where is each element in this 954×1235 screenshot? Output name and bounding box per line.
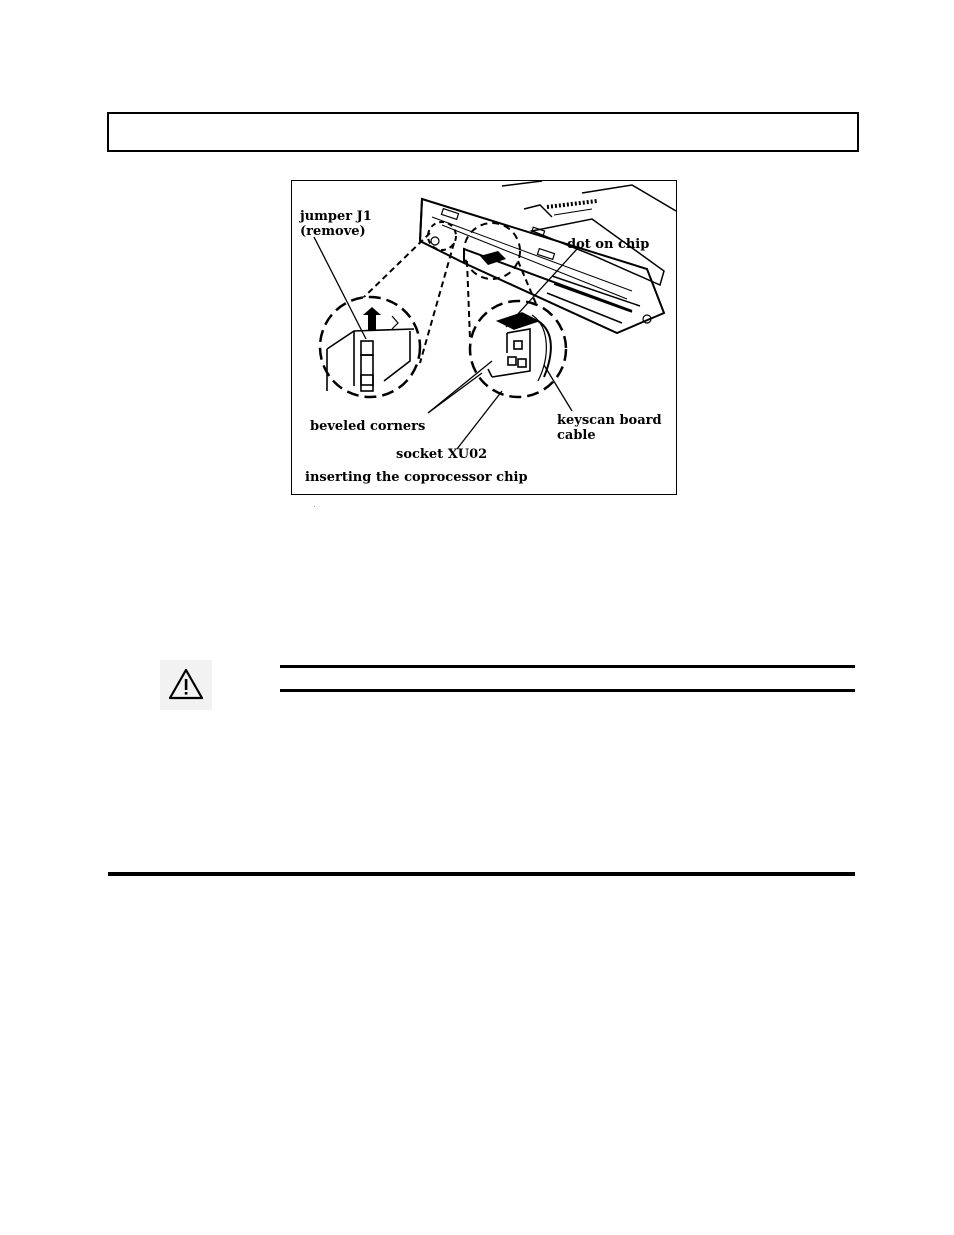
dot-on-chip-label: dot on chip <box>567 237 650 252</box>
chip-magnifier-small <box>464 223 520 279</box>
socket-label: socket XU02 <box>396 447 488 462</box>
keyscan-cable-label: keyscan board cable <box>557 413 662 443</box>
caution-rule-top <box>280 665 855 668</box>
header-box <box>107 112 859 152</box>
coprocessor-illustration <box>291 180 677 495</box>
socket-magnifier-large <box>470 301 566 397</box>
warning-triangle-icon <box>160 660 212 710</box>
caution-rule-bottom <box>280 689 855 692</box>
jumper-magnifier-small <box>428 222 456 250</box>
scan-speck <box>314 506 315 507</box>
jumper-label: jumper J1 (remove) <box>300 209 372 239</box>
section-divider <box>108 872 855 876</box>
beveled-corners-label: beveled corners <box>310 419 426 434</box>
jumper-magnifier-large <box>320 297 420 397</box>
figure-caption: inserting the coprocessor chip <box>305 470 528 485</box>
